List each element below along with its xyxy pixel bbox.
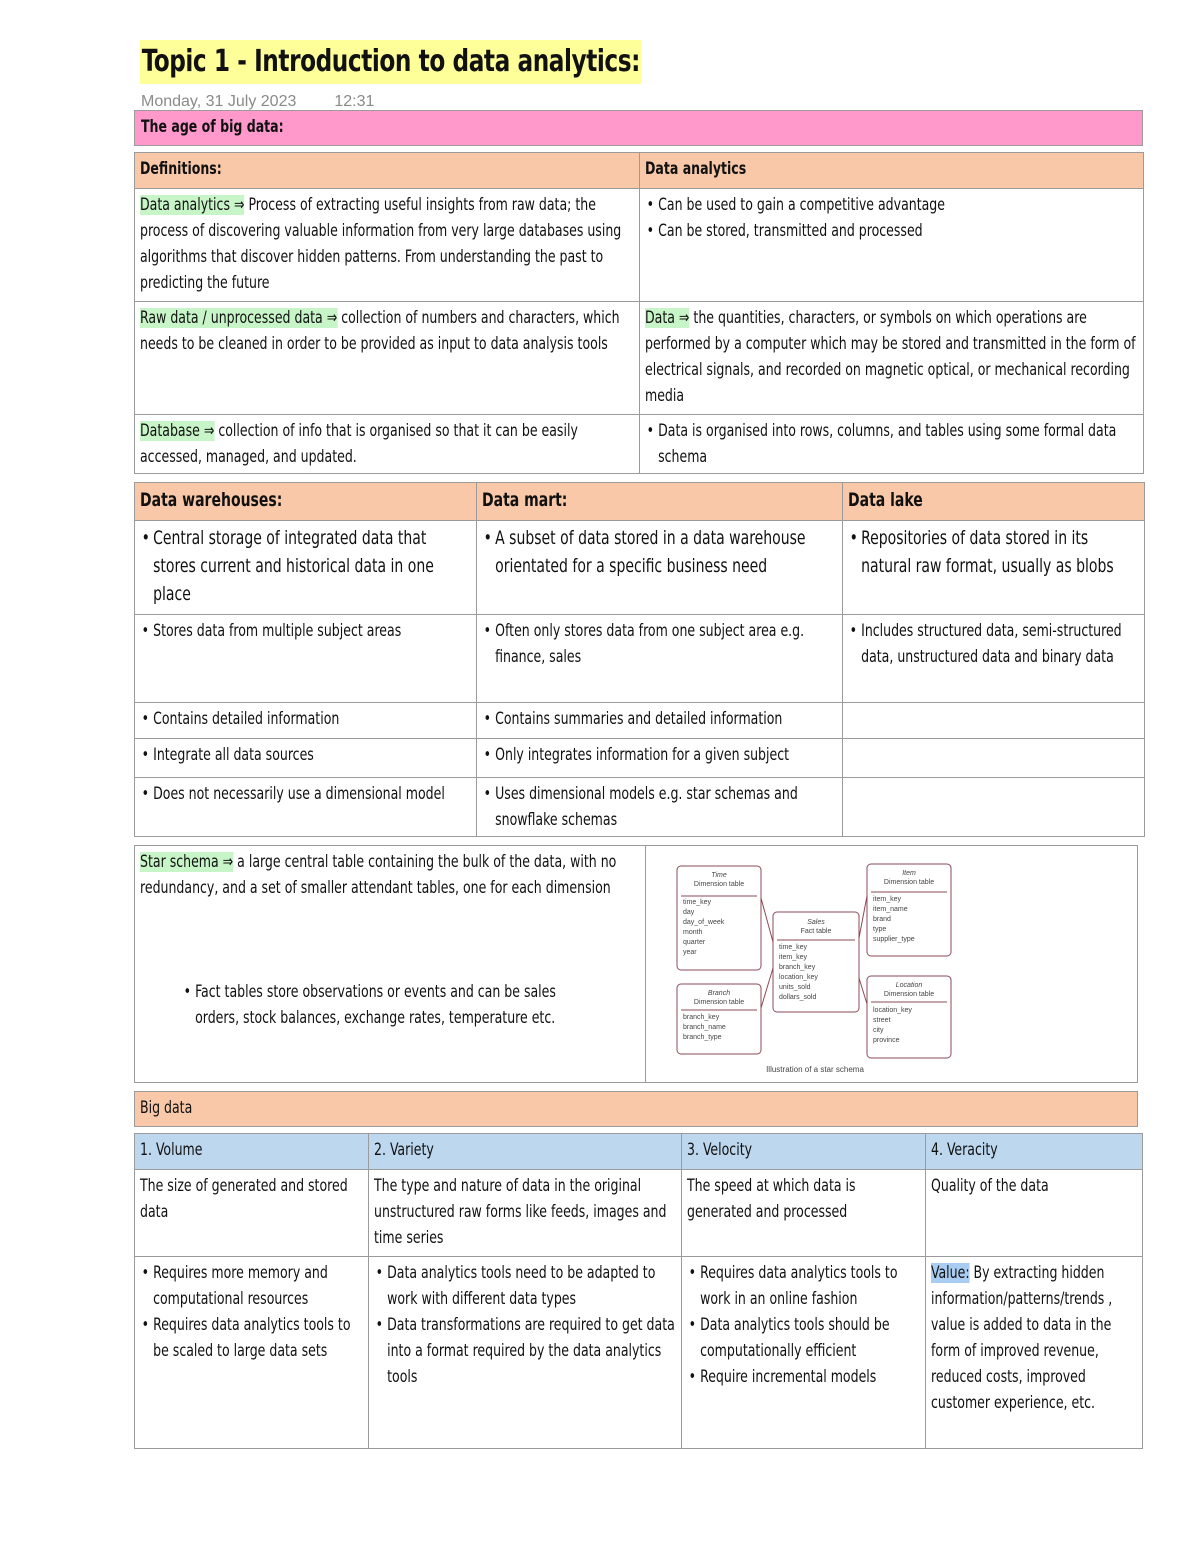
star-schema-text-cell: Star schema ⇒ a large central table containing the bulk of the data, with no redundancy, and a set of smaller attendant tables, one for each dimension • Fact tables store observations or events and can be sales orders, stock balances, exchange rates, temperature etc. [135,846,646,1083]
data-mart-header: Data mart: [477,483,843,521]
mart-cell [477,739,843,778]
def-raw-data: Raw data / unprocessed data ⇒ collection of numbers and characters, which needs to be cleaned in order to be provided as input to data analysis tools [135,302,640,415]
diagram-caption: Illustration of a star schema [766,1065,864,1074]
list-item: • Can be used to gain a competitive advantage [658,192,1138,218]
diagram-label: Dimension table [693,881,745,888]
diagram-field: time_key [779,944,808,951]
data-warehouses-header: Data warehouses: [135,483,477,521]
warehouse-cell [135,703,477,739]
diagram-field: day_of_week [683,919,725,926]
link-line [859,896,867,938]
link-line [761,968,773,1008]
velocity-desc: The speed at which data is generated and processed [682,1170,926,1257]
list-item: • Requires more memory and computational resources [153,1260,363,1312]
def-database: Database ⇒ collection of info that is organised so that it can be easily accessed, managed, and updated. [135,415,640,474]
volume-desc: The size of generated and stored data [135,1170,369,1257]
lake-cell [843,615,1145,703]
diagram-field: branch_key [779,964,816,971]
diagram-field: item_key [779,954,808,961]
diagram-field: item_key [873,896,902,903]
velocity-header: 3. Velocity [682,1134,926,1170]
diagram-label: Branch [707,990,731,997]
date: Monday, 31 July 2023 [141,93,297,110]
age-of-big-data-header: The age of big data: [135,111,1143,146]
diagram-field: city [873,1027,884,1034]
big-data-header: Big data [135,1092,1138,1127]
diagram-label: Time [711,872,727,879]
diagram-field: time_key [683,899,712,906]
list-item: • Uses dimensional models e.g. star schemas and snowflake schemas [495,781,837,833]
volume-header: 1. Volume [135,1134,369,1170]
diagram-label: Location [895,982,923,989]
list-item: • Data transformations are required to get data into a format required by the data analytics tools [387,1312,676,1390]
diagram-label: Sales [807,919,825,926]
mart-cell [477,521,843,615]
lake-cell [843,703,1145,739]
variety-desc: The type and nature of data in the original unstructured raw forms like feeds, images and time series [369,1170,682,1257]
data-analytics-header: Data analytics [640,153,1144,189]
list-item: • Does not necessarily use a dimensional model [153,781,471,807]
mart-cell [477,615,843,703]
diagram-field: province [873,1037,900,1044]
diagram-label: Dimension table [883,991,935,998]
variety-bullets [369,1257,682,1449]
list-item: • Data analytics tools need to be adapted to work with different data types [387,1260,676,1312]
star-schema-diagram [675,858,980,1080]
diagram-label: Dimension table [693,999,745,1006]
list-item: • Require incremental models [700,1364,920,1390]
data-lake-header: Data lake [843,483,1145,521]
diagram-label: Item [902,870,916,877]
volume-bullets [135,1257,369,1449]
diagram-field: street [873,1017,891,1024]
lake-cell [843,739,1145,778]
list-item: • Data analytics tools should be computationally efficient [700,1312,920,1364]
warehouse-cell [135,739,477,778]
list-item: • Fact tables store observations or events and can be sales orders, stock balances, exchange rates, temperature etc. [195,979,587,1031]
variety-header: 2. Variety [369,1134,682,1170]
diagram-field: location_key [873,1007,912,1014]
link-line [859,978,867,1004]
value-cell: Value: By extracting hidden information/patterns/trends , value is added to data in the form of improved revenue, reduced costs, improved customer experience, etc. [926,1257,1143,1449]
list-item: • Requires data analytics tools to work in an online fashion [700,1260,920,1312]
data-analytics-bullets [640,189,1144,302]
diagram-field: branch_key [683,1014,720,1021]
warehouse-cell [135,521,477,615]
page-title: Topic 1 - Introduction to data analytics: [140,40,642,84]
diagram-field: supplier_type [873,936,915,943]
diagram-field: units_sold [779,984,811,991]
definitions-header: Definitions: [135,153,640,189]
velocity-bullets [682,1257,926,1449]
lake-cell [843,778,1145,837]
date-line [141,93,412,111]
diagram-field: year [683,949,697,956]
diagram-field: branch_name [683,1024,726,1031]
list-item: • Data is organised into rows, columns, and tables using some formal data schema [658,418,1138,470]
veracity-header: 4. Veracity [926,1134,1143,1170]
diagram-field: type [873,926,887,933]
diagram-label: Fact table [800,928,832,935]
warehouse-cell [135,615,477,703]
list-item: • Stores data from multiple subject areas [153,618,471,644]
definitions-table [134,152,1144,474]
veracity-desc: Quality of the data [926,1170,1143,1257]
diagram-field: dollars_sold [779,994,817,1001]
diagram-field: month [683,929,703,936]
list-item: • Often only stores data from one subject area e.g. finance, sales [495,618,837,670]
big-data-header-table [134,1091,1138,1127]
diagram-label: Dimension table [883,879,935,886]
def-data: Data ⇒ the quantities, characters, or symbols on which operations are performed by a computer which may be stored and transmitted in the form of electrical signals, and recorded on magnetic optical, or mechanical recording media [640,302,1144,415]
mart-cell [477,778,843,837]
list-item: • Integrate all data sources [153,742,471,768]
list-item: • Repositories of data stored in its natural raw format, usually as blobs [861,524,1139,580]
list-item: • Contains detailed information [153,706,471,732]
database-bullets [640,415,1144,474]
diagram-field: brand [873,916,891,923]
def-data-analytics: Data analytics ⇒ Process of extracting useful insights from raw data; the process of discovering valuable information from very large databases using algorithms that discover hidden patterns. From understanding the past to predicting the future [135,189,640,302]
list-item: • Central storage of integrated data that stores current and historical data in one place [153,524,471,608]
mart-cell [477,703,843,739]
list-item: • Includes structured data, semi-structured data, unstructured data and binary data [861,618,1139,670]
big-data-vs-table [134,1133,1143,1449]
list-item: • A subset of data stored in a data warehouse orientated for a specific business need [495,524,837,580]
warehouse-cell [135,778,477,837]
list-item: • Requires data analytics tools to be scaled to large data sets [153,1312,363,1364]
diagram-field: branch_type [683,1034,722,1041]
list-item: • Only integrates information for a given subject [495,742,837,768]
diagram-field: item_name [873,906,908,913]
diagram-field: location_key [779,974,818,981]
time: 12:31 [334,93,375,110]
diagram-field: quarter [683,939,706,946]
storage-table [134,482,1145,837]
lake-cell [843,521,1145,615]
age-header-table [134,110,1143,146]
list-item: • Contains summaries and detailed information [495,706,837,732]
link-line [761,898,773,942]
list-item: • Can be stored, transmitted and processed [658,218,1138,244]
star-schema-table [134,845,1138,1083]
diagram-field: day [683,909,695,916]
